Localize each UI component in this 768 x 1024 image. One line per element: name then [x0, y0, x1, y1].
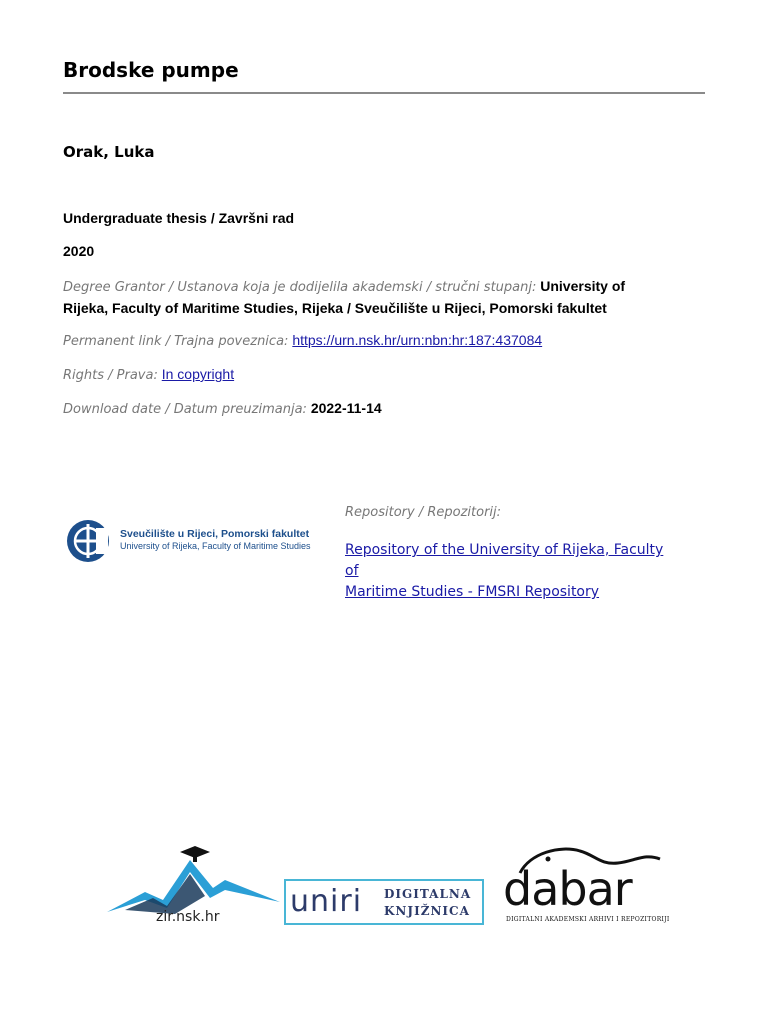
degree-grantor [63, 276, 703, 319]
zir-text: zir.nsk.hr [156, 909, 220, 925]
author: Orak, Luka [63, 143, 155, 161]
thesis-type: Undergraduate thesis / Završni rad [63, 210, 295, 226]
degree-grantor-value-2: Rijeka, Faculty of Maritime Studies, Rijeka / Sveučilište u Rijeci, Pomorski fakultet [63, 300, 607, 316]
permanent-link-url[interactable]: https://urn.nsk.hr/urn:nbn:hr:187:437084 [292, 332, 543, 348]
rights-label: Rights / Prava: [63, 368, 158, 383]
dabar-subtitle: DIGITALNI AKADEMSKI ARHIVI I REPOZITORIJI [506, 916, 670, 923]
faculty-name-hr: Sveučilište u Rijeci, Pomorski fakultet [120, 528, 310, 540]
repository-link-line2[interactable]: Maritime Studies - FMSRI Repository [345, 584, 600, 600]
rights-link[interactable]: In copyright [161, 366, 235, 382]
permanent-link-label: Permanent link / Trajna poveznica: [63, 334, 289, 349]
page-title: Brodske pumpe [63, 58, 239, 82]
repository-link-line1[interactable]: Repository of the University of Rijeka, Faculty of [345, 542, 664, 579]
uniri-wordmark: uniri [290, 884, 363, 919]
thesis-year: 2020 [63, 243, 95, 259]
degree-grantor-label: Degree Grantor / Ustanova koja je dodijelila akademski / stručni stupanj: [63, 280, 537, 295]
permanent-link [63, 332, 542, 349]
rights [63, 366, 234, 383]
download-date-label: Download date / Datum preuzimanja: [63, 402, 307, 417]
faculty-name-en: University of Rijeka, Faculty of Maritime Studies [120, 541, 311, 551]
uniri-knjiznica: KNJIŽNICA [384, 904, 470, 918]
title-divider [63, 92, 705, 94]
repository-label: Repository / Repozitorij: [345, 505, 502, 520]
repository-link[interactable] [345, 540, 665, 603]
degree-grantor-value-1: University of [540, 278, 626, 294]
uniri-digitalna: DIGITALNA [384, 887, 472, 901]
dabar-wordmark: dabar [503, 862, 632, 916]
download-date-value: 2022-11-14 [310, 400, 382, 416]
faculty-globe-icon [66, 518, 114, 564]
download-date [63, 400, 382, 417]
